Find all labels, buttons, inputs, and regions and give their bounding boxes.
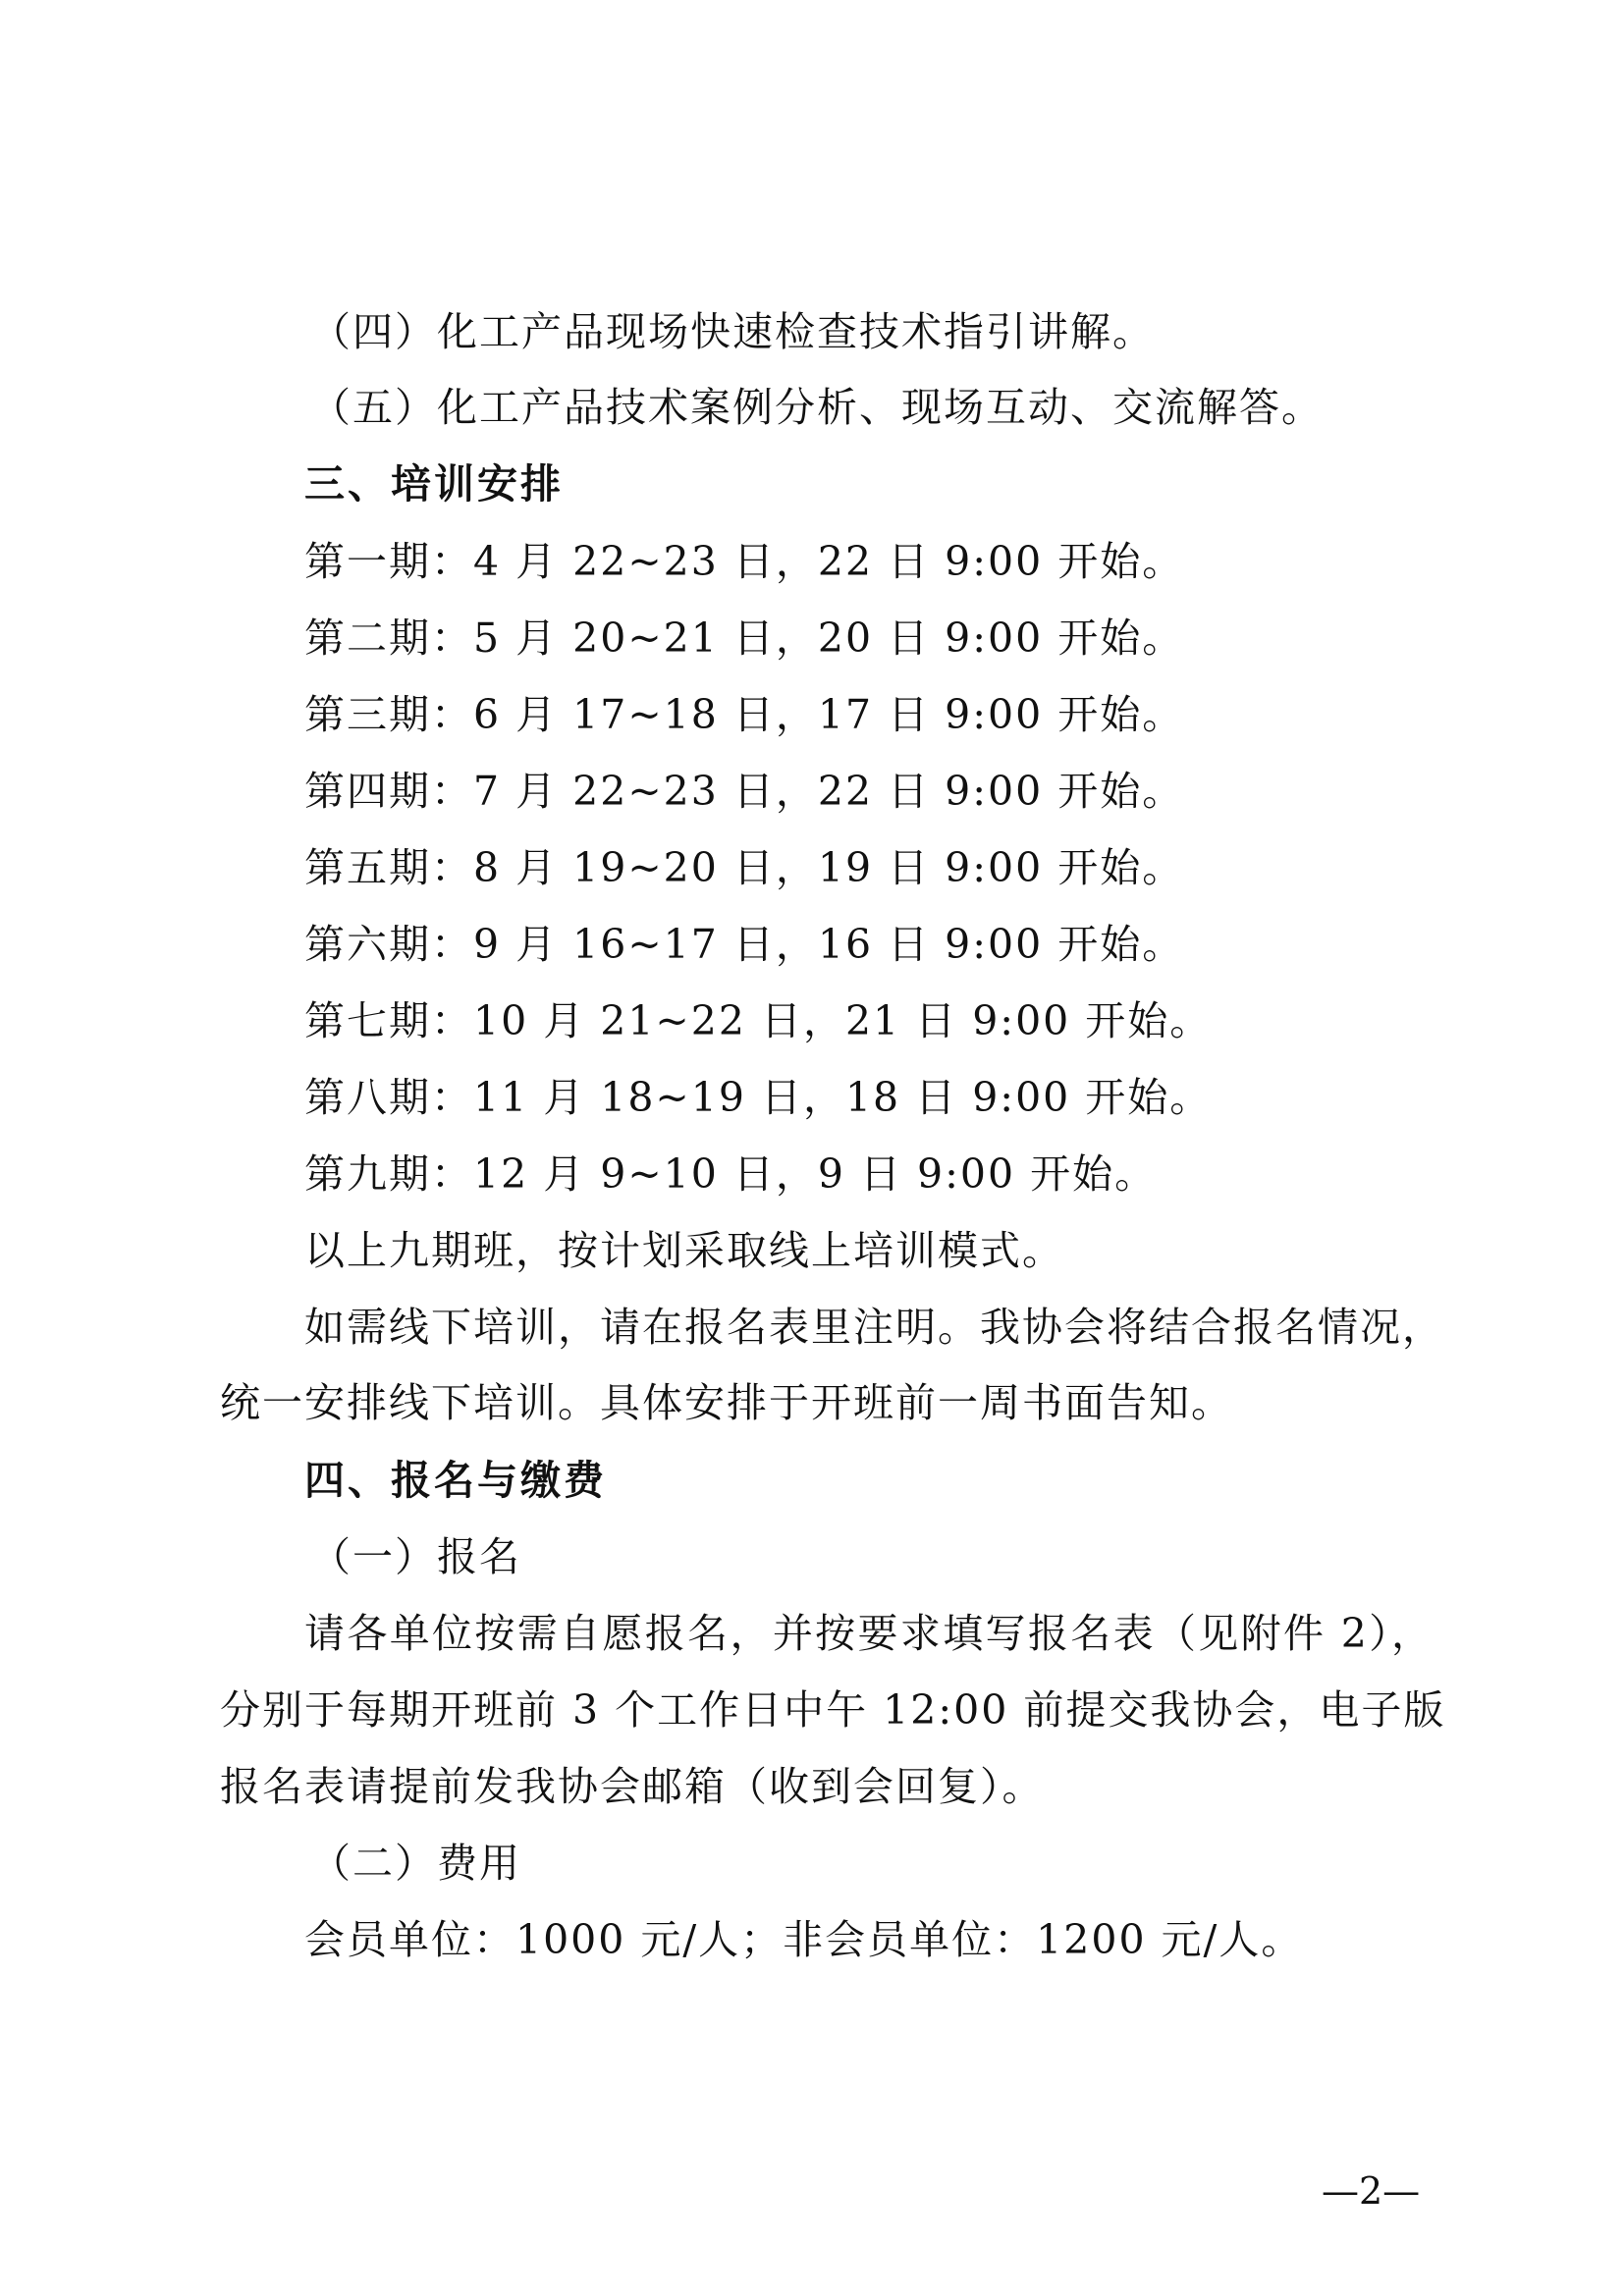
- fee-line: 会员单位：1000 元/人；非会员单位：1200 元/人。: [304, 1916, 1304, 1963]
- registration-line-2: 分别于每期开班前 3 个工作日中午 12:00 前提交我协会，电子版: [220, 1686, 1446, 1734]
- schedule-item-1: 第一期：4 月 22~23 日，22 日 9:00 开始。: [304, 538, 1185, 585]
- offline-note-line-2: 统一安排线下培训。具体安排于开班前一周书面告知。: [220, 1379, 1233, 1426]
- sub-two-heading: （二）费用: [310, 1840, 521, 1887]
- schedule-item-9: 第九期：12 月 9~10 日，9 日 9:00 开始。: [304, 1150, 1158, 1198]
- item-five-text: （五）化工产品技术案例分析、现场互动、交流解答。: [310, 384, 1324, 431]
- schedule-item-6: 第六期：9 月 16~17 日，16 日 9:00 开始。: [304, 921, 1185, 968]
- schedule-item-7: 第七期：10 月 21~22 日，21 日 9:00 开始。: [304, 997, 1213, 1044]
- sub-one-heading: （一）报名: [310, 1533, 521, 1580]
- section-three-heading: 三、培训安排: [304, 460, 564, 507]
- schedule-item-5: 第五期：8 月 19~20 日，19 日 9:00 开始。: [304, 844, 1185, 891]
- section-four-heading: 四、报名与缴费: [304, 1457, 607, 1504]
- schedule-item-4: 第四期：7 月 22~23 日，22 日 9:00 开始。: [304, 768, 1185, 815]
- schedule-item-8: 第八期：11 月 18~19 日，18 日 9:00 开始。: [304, 1074, 1213, 1121]
- page-number: —2—: [1322, 2169, 1421, 2213]
- online-note: 以上九期班，按计划采取线上培训模式。: [304, 1227, 1064, 1274]
- schedule-item-2: 第二期：5 月 20~21 日，20 日 9:00 开始。: [304, 614, 1185, 662]
- schedule-item-3: 第三期：6 月 17~18 日，17 日 9:00 开始。: [304, 691, 1185, 738]
- offline-note-line-1: 如需线下培训，请在报名表里注明。我协会将结合报名情况，: [304, 1304, 1444, 1351]
- registration-line-1: 请各单位按需自愿报名，并按要求填写报名表（见附件 2），: [304, 1610, 1434, 1657]
- item-four-text: （四）化工产品现场快速检查技术指引讲解。: [310, 308, 1155, 355]
- registration-line-3: 报名表请提前发我协会邮箱（收到会回复）。: [220, 1763, 1045, 1810]
